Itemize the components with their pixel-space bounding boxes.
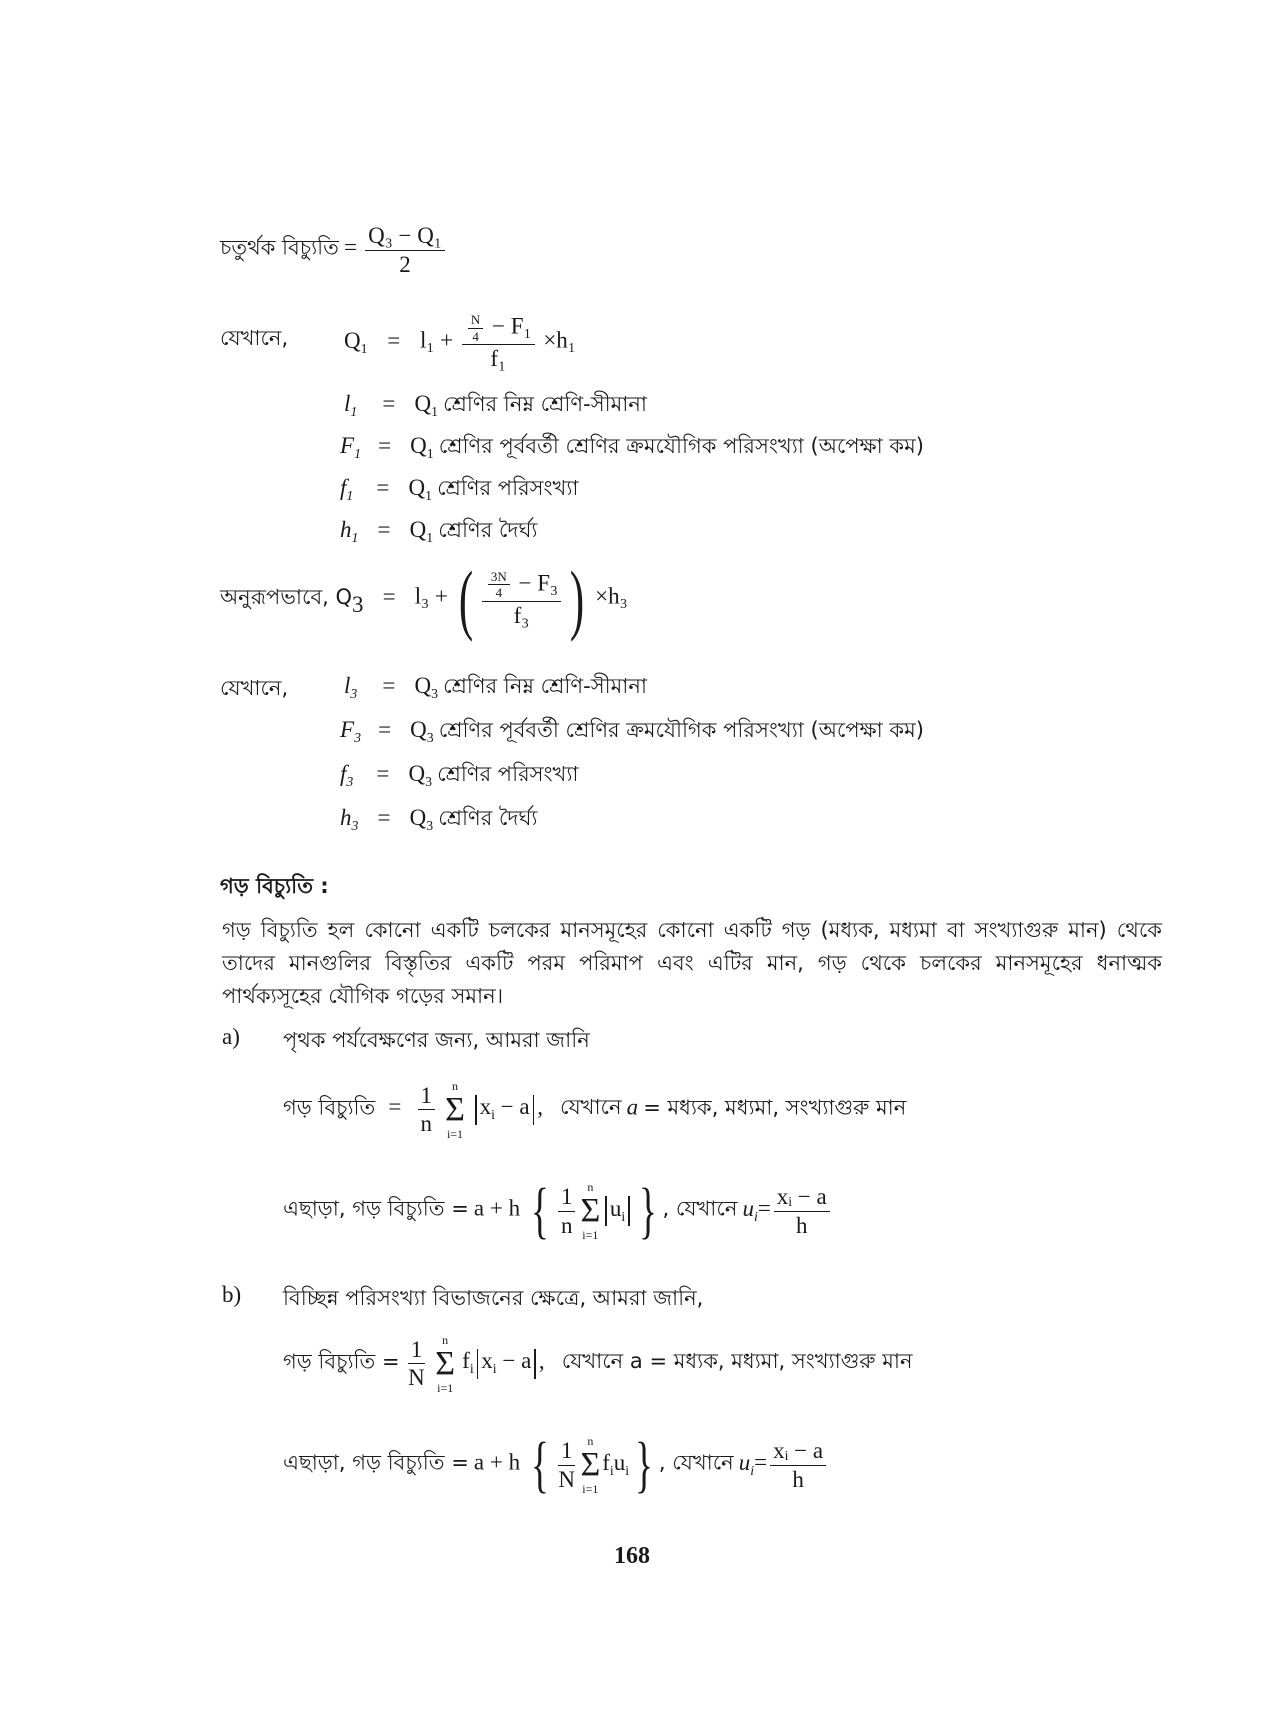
equals-sign: = bbox=[376, 761, 390, 786]
abs-bar-left bbox=[605, 1196, 607, 1226]
fraction-denominator: 4 bbox=[472, 328, 479, 344]
q-symbol: $Q_3$ bbox=[410, 717, 434, 745]
fu-term: $f_iu_i$ bbox=[602, 1449, 630, 1478]
case-a-marker: a) bbox=[222, 1024, 240, 1049]
q-symbol: $Q_3$ bbox=[408, 761, 432, 789]
times-h1-term: ×h₁ bbox=[543, 327, 576, 353]
case-b-marker: b) bbox=[222, 1282, 242, 1307]
abs-bar-left bbox=[477, 1349, 479, 1379]
left-brace: { bbox=[531, 1431, 549, 1499]
fraction-denominator: N bbox=[558, 1466, 576, 1492]
fraction-denominator: f₃ bbox=[513, 602, 530, 628]
definition-symbol: $l_3$ bbox=[344, 673, 358, 701]
where-text: , যেখানে bbox=[662, 1196, 738, 1221]
equals-sign: = bbox=[377, 805, 391, 830]
summation-icon: n Σ i=1 bbox=[580, 1434, 601, 1496]
fraction-denominator: h bbox=[796, 1212, 808, 1238]
q3-inner-fraction bbox=[482, 569, 561, 630]
q1-inner-fraction bbox=[462, 312, 535, 373]
definition-symbol: $f_1$ bbox=[340, 475, 354, 503]
equals-sign: = bbox=[378, 717, 392, 742]
fraction-denominator: N bbox=[408, 1365, 425, 1391]
a-plus-h: a + h bbox=[473, 1195, 521, 1221]
left-brace: { bbox=[531, 1177, 549, 1245]
similarly-label: অনুরূপভাবে, $Q_3$ bbox=[220, 584, 364, 617]
times-h3-term: ×h₃ bbox=[595, 583, 628, 609]
definition-text: শ্রেণির পরিসংখ্যা bbox=[437, 476, 579, 500]
quartile-deviation-formula bbox=[220, 222, 448, 278]
left-paren: ( bbox=[458, 555, 474, 642]
q-symbol: $Q_3$ bbox=[409, 805, 434, 833]
definition-symbol: $h_3$ bbox=[340, 805, 359, 833]
minus-f1-term: − F₁ bbox=[492, 313, 532, 339]
definition-row bbox=[340, 758, 579, 793]
formula-label: এছাড়া, গড় বিচ্যুতি = bbox=[283, 1196, 469, 1221]
where-definition: = মধ্যক, মধ্যমা, সংখ্যাগুরু মান bbox=[643, 1095, 907, 1120]
fraction-numerator: Q₃ − Q₁ bbox=[365, 222, 445, 251]
definition-row bbox=[340, 802, 538, 837]
equals-sign: = bbox=[382, 583, 396, 609]
definition-symbol: $f_3$ bbox=[340, 761, 354, 789]
equals-sign: = bbox=[382, 673, 396, 698]
definition-row bbox=[340, 514, 538, 549]
ui-fraction bbox=[770, 1437, 826, 1493]
case-b-formula-2 bbox=[283, 1431, 829, 1499]
equals-sign: = bbox=[378, 433, 392, 458]
q-symbol: $Q_3$ bbox=[414, 673, 438, 701]
case-b-formula-1 bbox=[283, 1334, 912, 1394]
abs-bar-right bbox=[534, 1349, 536, 1379]
right-brace: } bbox=[635, 1431, 653, 1499]
equals-sign: = bbox=[754, 1449, 768, 1475]
section-heading: গড় বিচ্যুতি : bbox=[220, 874, 329, 898]
where-definition: যেখানে a = মধ্যক, মধ্যমা, সংখ্যাগুরু মান bbox=[561, 1349, 913, 1374]
summation-icon: n Σ i=1 bbox=[580, 1180, 601, 1242]
equals-sign: = bbox=[387, 327, 401, 353]
summation-icon: n Σ i=1 bbox=[435, 1333, 456, 1395]
definition-text: শ্রেণির পূর্ববর্তী শ্রেণির ক্রমযৌগিক পরিসংখ্যা (অপেক্ষা কম) bbox=[438, 434, 924, 458]
formula-label: গড় বিচ্যুতি bbox=[283, 1095, 376, 1120]
right-paren: ) bbox=[569, 555, 585, 642]
equals-sign: = bbox=[388, 1094, 402, 1120]
equals-sign: = bbox=[382, 391, 396, 416]
q-symbol: $Q_1$ bbox=[409, 517, 434, 545]
quartile-deviation-label: চতুর্থক বিচ্যুতি bbox=[220, 235, 339, 260]
fraction-denominator: f₁ bbox=[490, 346, 507, 372]
summation-icon: n Σ i=1 bbox=[445, 1079, 465, 1141]
definition-text: শ্রেণির দৈর্ঘ্য bbox=[438, 518, 538, 542]
right-brace: } bbox=[638, 1177, 657, 1245]
fraction-denominator: 2 bbox=[399, 251, 411, 277]
abs-body: $u_i$ bbox=[609, 1195, 626, 1224]
fraction-denominator: 4 bbox=[495, 585, 503, 601]
one-over-N-fraction bbox=[408, 1336, 426, 1392]
one-over-n-fraction bbox=[418, 1082, 436, 1138]
definition-symbol: $F_1$ bbox=[340, 433, 361, 461]
fraction-numerator: 3N bbox=[488, 569, 510, 586]
one-over-N-fraction bbox=[558, 1437, 576, 1493]
abs-bar-right bbox=[628, 1196, 630, 1226]
formula-label: এছাড়া, গড় বিচ্যুতি = bbox=[283, 1450, 469, 1475]
case-b-intro: বিচ্ছিন্ন পরিসংখ্যা বিভাজনের ক্ষেত্রে, আমরা জানি, bbox=[283, 1286, 704, 1310]
3n-over-4-fraction bbox=[488, 569, 510, 601]
fraction-denominator: n bbox=[560, 1212, 573, 1238]
definition-text: শ্রেণির পূর্ববর্তী শ্রেণির ক্রমযৌগিক পরিসংখ্যা (অপেক্ষা কম) bbox=[438, 718, 924, 742]
minus-f3-term: − F₃ bbox=[518, 569, 559, 595]
q-symbol: $Q_1$ bbox=[408, 475, 432, 503]
fraction-numerator: 1 bbox=[418, 1082, 436, 1111]
definition-symbol: $h_1$ bbox=[340, 517, 359, 545]
definition-row bbox=[340, 430, 924, 465]
definition-text: শ্রেণির নিম্ন শ্রেণি-সীমানা bbox=[443, 674, 647, 698]
definition-row bbox=[340, 714, 924, 749]
fraction-numerator: N bbox=[468, 312, 483, 329]
equals-sign: = bbox=[344, 234, 358, 260]
abs-body: $x_i - a$ bbox=[479, 1094, 530, 1123]
f-i-term: $f_i$ bbox=[462, 1348, 474, 1377]
q-symbol: $Q_1$ bbox=[410, 433, 434, 461]
fraction-numerator: xᵢ − a bbox=[774, 1183, 830, 1212]
symbol-a: a bbox=[626, 1094, 639, 1120]
abs-bar-left bbox=[475, 1095, 477, 1125]
section-paragraph: গড় বিচ্যুতি হল কোনো একটি চলকের মানসমূহের কোনো একটি গড় (মধ্যক, মধ্যমা বা সংখ্যাগুরু মান) থেকে তাদের মানগুলির বিস্তৃতির একটি পরম পরিমাপ এবং এটির মান, গড় থেকে চলকের মানসমূহের ধনাত্মক পার্থক্যসূহের যৌগিক গড়ের সমান। bbox=[222, 918, 1162, 1008]
case-a-formula-1 bbox=[283, 1080, 906, 1140]
q1-formula bbox=[344, 312, 576, 373]
q3-lower-limit-term: l₃ + bbox=[414, 583, 448, 609]
quartile-deviation-fraction bbox=[365, 222, 445, 278]
q3-formula bbox=[220, 555, 628, 642]
equals-sign: = bbox=[376, 475, 390, 500]
fraction-denominator: h bbox=[792, 1466, 804, 1492]
case-a-intro: পৃথক পর্যবেক্ষণের জন্য, আমরা জানি bbox=[283, 1028, 590, 1052]
definition-row bbox=[340, 472, 579, 507]
a-plus-h: a + h bbox=[473, 1449, 521, 1475]
definition-text: শ্রেণির নিম্ন শ্রেণি-সীমানা bbox=[443, 392, 647, 416]
fraction-numerator: xᵢ − a bbox=[770, 1437, 826, 1466]
symbol-ui: $u_i$ bbox=[738, 1449, 755, 1478]
formula-label: গড় বিচ্যুতি = bbox=[283, 1349, 400, 1374]
abs-bar-right bbox=[533, 1095, 535, 1125]
definition-symbol: $F_3$ bbox=[340, 717, 361, 745]
n-over-4-fraction bbox=[468, 312, 483, 344]
where-text: যেখানে bbox=[560, 1095, 622, 1120]
definition-row bbox=[344, 670, 647, 705]
equals-sign: = bbox=[377, 517, 391, 542]
q1-symbol: $Q_1$ bbox=[344, 327, 368, 356]
where-text: , যেখানে bbox=[658, 1450, 734, 1475]
definition-text: শ্রেণির পরিসংখ্যা bbox=[437, 762, 579, 786]
fraction-numerator: 1 bbox=[408, 1336, 426, 1365]
comma: , bbox=[537, 1094, 543, 1120]
page-number: 168 bbox=[614, 1543, 650, 1569]
q1-lower-limit-term: l₁ + bbox=[420, 327, 454, 353]
q-symbol: $Q_1$ bbox=[414, 391, 438, 419]
equals-sign: = bbox=[757, 1195, 771, 1221]
fraction-numerator bbox=[462, 312, 535, 345]
one-over-n-fraction bbox=[558, 1183, 576, 1239]
fraction-denominator: n bbox=[420, 1111, 432, 1137]
where-label-1: যেখানে, bbox=[220, 326, 289, 350]
definition-row bbox=[344, 388, 647, 423]
where-label-2: যেখানে, bbox=[220, 676, 289, 700]
comma: , bbox=[538, 1348, 545, 1374]
fraction-numerator: 1 bbox=[558, 1437, 576, 1466]
symbol-ui: $u_i$ bbox=[742, 1195, 758, 1224]
case-a-formula-2 bbox=[283, 1177, 833, 1245]
fraction-numerator: 1 bbox=[558, 1183, 576, 1212]
fraction-numerator bbox=[482, 569, 561, 602]
abs-body: $x_i - a$ bbox=[481, 1348, 532, 1377]
definition-text: শ্রেণির দৈর্ঘ্য bbox=[438, 806, 538, 830]
ui-fraction bbox=[774, 1183, 830, 1239]
definition-symbol: $l_1$ bbox=[344, 391, 358, 419]
